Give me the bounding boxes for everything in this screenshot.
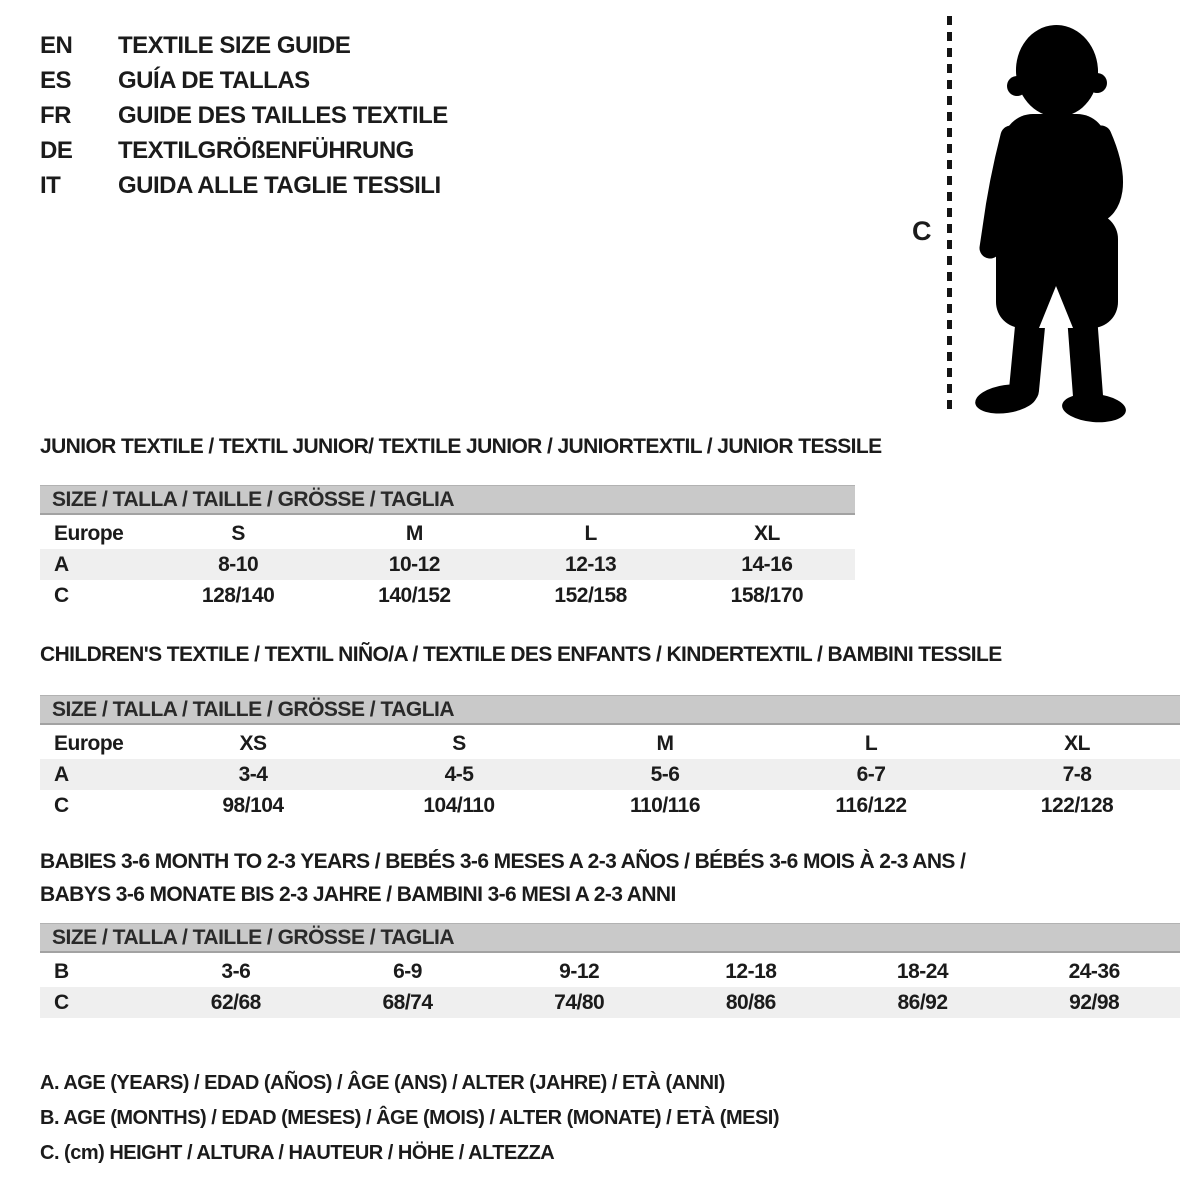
language-code: EN <box>40 31 73 59</box>
table-row <box>40 518 855 549</box>
legend <box>40 1066 779 1171</box>
cell: 74/80 <box>554 990 605 1014</box>
table-row <box>40 956 1180 987</box>
section-title-line: BABIES 3-6 MONTH TO 2-3 YEARS / BEBÉS 3-6 MESES A 2-3 AÑOS / BÉBÉS 3-6 MOIS À 2-3 ANS / <box>40 850 966 873</box>
cell: 122/128 <box>1040 793 1114 817</box>
babies-size-table <box>40 923 1180 1018</box>
language-code: IT <box>40 171 61 199</box>
cell: XL <box>753 521 780 545</box>
size-header-bar: SIZE / TALLA / TAILLE / GRÖSSE / TAGLIA <box>40 923 1180 953</box>
legend-line: A. AGE (YEARS) / EDAD (AÑOS) / ÂGE (ANS) / ALTER (JAHRE) / ETÀ (ANNI) <box>40 1072 725 1094</box>
language-code: FR <box>40 101 71 129</box>
language-title: GUIDE DES TAILLES TEXTILE <box>118 101 448 129</box>
cell: 12-13 <box>565 552 617 576</box>
cell: 5-6 <box>650 762 680 786</box>
cell: M <box>405 521 423 545</box>
cell: 104/110 <box>423 793 495 817</box>
cell: 128/140 <box>201 583 275 607</box>
table-row <box>40 790 1180 821</box>
cell: 4-5 <box>444 762 474 786</box>
row-label: B <box>54 959 69 983</box>
cell: S <box>231 521 245 545</box>
cell: S <box>452 731 466 755</box>
cell: 116/122 <box>835 793 907 817</box>
section-title-line: JUNIOR TEXTILE / TEXTIL JUNIOR/ TEXTILE JUNIOR / JUNIORTEXTIL / JUNIOR TESSILE <box>40 435 882 458</box>
cell: 14-16 <box>741 552 793 576</box>
cell: 80/86 <box>725 990 776 1014</box>
language-title-list <box>40 28 448 203</box>
cell: 140/152 <box>378 583 451 607</box>
cell: 152/158 <box>554 583 627 607</box>
row-label: C <box>54 793 69 817</box>
table-row <box>40 987 1180 1018</box>
cell: 3-6 <box>221 959 251 983</box>
cell: 68/74 <box>382 990 433 1014</box>
legend-line: C. (cm) HEIGHT / ALTURA / HAUTEUR / HÖHE / ALTEZZA <box>40 1142 555 1164</box>
cell: 12-18 <box>725 959 777 983</box>
table-row <box>40 549 855 580</box>
size-header-bar: SIZE / TALLA / TAILLE / GRÖSSE / TAGLIA <box>40 485 855 515</box>
row-label: C <box>54 990 69 1014</box>
row-label: C <box>54 583 69 607</box>
section-children-textile <box>40 638 1180 821</box>
language-title: TEXTILE SIZE GUIDE <box>118 31 351 59</box>
row-label: Europe <box>54 521 124 545</box>
section-babies-textile <box>40 845 1180 1018</box>
cell: 8-10 <box>218 552 259 576</box>
language-code: DE <box>40 136 73 164</box>
cell: 158/170 <box>730 583 804 607</box>
height-measure-dashed-line <box>947 16 952 416</box>
cell: 7-8 <box>1062 762 1092 786</box>
section-title-line: BABYS 3-6 MONATE BIS 2-3 JAHRE / BAMBINI 3-6 MESI A 2-3 ANNI <box>40 883 676 906</box>
cell: 24-36 <box>1068 959 1120 983</box>
language-row <box>40 63 448 98</box>
junior-size-table <box>40 485 855 611</box>
section-title <box>40 638 1180 671</box>
language-title: GUÍA DE TALLAS <box>118 66 310 94</box>
cell: 86/92 <box>897 990 948 1014</box>
cell: 6-7 <box>856 762 886 786</box>
table-row <box>40 580 855 611</box>
section-title <box>40 845 1180 911</box>
section-junior-textile <box>40 430 882 611</box>
cell: 3-4 <box>238 762 268 786</box>
row-label: A <box>54 762 69 786</box>
row-label: A <box>54 552 69 576</box>
cell: 62/68 <box>210 990 261 1014</box>
cell: L <box>864 731 878 755</box>
cell: 92/98 <box>1069 990 1120 1014</box>
language-row <box>40 98 448 133</box>
language-title: TEXTILGRÖßENFÜHRUNG <box>118 136 414 164</box>
section-title-line: CHILDREN'S TEXTILE / TEXTIL NIÑO/A / TEXTILE DES ENFANTS / KINDERTEXTIL / BAMBINI TESSILE <box>40 643 1002 666</box>
cell: XL <box>1064 731 1090 755</box>
language-row <box>40 168 448 203</box>
cell: 6-9 <box>393 959 422 983</box>
cell: 98/104 <box>222 793 284 817</box>
cell: XS <box>239 731 267 755</box>
table-row <box>40 759 1180 790</box>
table-row <box>40 728 1180 759</box>
height-measure-label: C <box>912 216 932 246</box>
section-title <box>40 430 882 463</box>
cell: 9-12 <box>559 959 600 983</box>
row-label: Europe <box>54 731 124 755</box>
cell: 18-24 <box>896 959 949 983</box>
language-row <box>40 133 448 168</box>
language-title: GUIDA ALLE TAGLIE TESSILI <box>118 171 441 199</box>
cell: 10-12 <box>388 552 440 576</box>
cell: M <box>656 731 674 755</box>
cell: 110/116 <box>629 793 701 817</box>
legend-line: B. AGE (MONTHS) / EDAD (MESES) / ÂGE (MOIS) / ALTER (MONATE) / ETÀ (MESI) <box>40 1107 780 1129</box>
language-row <box>40 28 448 63</box>
cell: L <box>584 521 597 545</box>
children-size-table <box>40 695 1180 821</box>
language-code: ES <box>40 66 72 94</box>
toddler-silhouette-image <box>963 14 1140 424</box>
size-header-bar: SIZE / TALLA / TAILLE / GRÖSSE / TAGLIA <box>40 695 1180 725</box>
